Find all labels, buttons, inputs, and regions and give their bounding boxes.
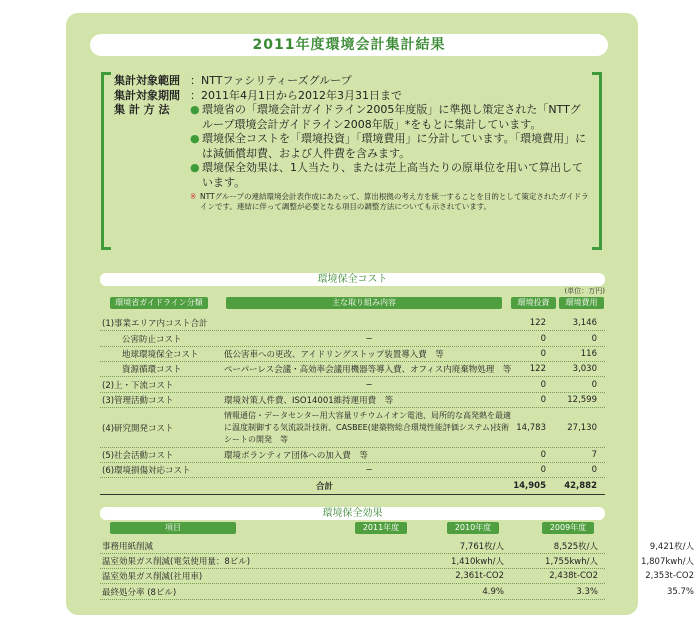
investment-cell: 0	[540, 333, 546, 344]
value-2011-cell: 4.9%	[482, 587, 504, 597]
item-cell: 温室効果ガス削減(社用車)	[102, 572, 203, 582]
summary-info	[114, 74, 590, 212]
note-text: NTTグループの連結環境会計表作成にあたって、算出根拠の考え方を統一することを目的として策定されたガイドラインです。連結に伴って調整が必要となる項目の調整方法についても示されています。	[200, 192, 589, 211]
bullet-dot-icon: ●	[190, 103, 200, 116]
table-row	[100, 447, 605, 463]
page-title: 2011年度環境会計集計結果	[90, 34, 608, 56]
table-row	[100, 569, 694, 584]
cost-section-title: 環境保全コスト	[100, 273, 605, 286]
table-row	[100, 392, 605, 408]
value-2009-cell: 9,421枚/人	[649, 542, 694, 552]
category-cell: (3)管理活動コスト	[102, 395, 174, 406]
header-item: 項目	[110, 522, 236, 534]
category-cell: 資源循環コスト	[122, 364, 182, 375]
expense-cell: 0	[591, 333, 597, 344]
expense-cell: 116	[580, 348, 597, 359]
bullet-text: 環境保全効果は、1人当たり、または売上高当たりの原単位を用いて算出しています。	[202, 161, 583, 189]
value-2009-cell: 1,807kwh/人	[641, 557, 694, 567]
content-cell: 環境ボランティア団体への加入費 等	[224, 450, 368, 461]
value-2010-cell: 8,525枚/人	[553, 542, 598, 552]
category-cell: (1)事業エリア内コスト合計	[102, 318, 208, 329]
content-cell: −	[365, 464, 373, 475]
total-label: 合計	[316, 482, 334, 492]
category-cell: (4)研究開発コスト	[102, 423, 174, 434]
table-row	[100, 462, 605, 478]
bullet-item	[190, 161, 590, 190]
investment-cell: 0	[540, 348, 546, 359]
bullet-dot-icon: ●	[190, 161, 200, 174]
content-cell	[224, 315, 514, 330]
expense-cell: 0	[591, 379, 597, 390]
method-row	[114, 103, 590, 212]
table-row	[100, 585, 694, 600]
table-row	[100, 539, 694, 554]
range-value-text: NTTファシリティーズグループ	[201, 74, 352, 87]
period-row	[114, 89, 590, 104]
bullet-dot-icon: ●	[190, 132, 200, 145]
expense-cell: 3,146	[572, 317, 597, 328]
table-row	[100, 554, 694, 569]
value-2010-cell: 3.3%	[576, 587, 598, 597]
investment-cell: 0	[540, 464, 546, 475]
investment-cell: 14,783	[516, 422, 546, 433]
bullet-text: 環境保全コストを「環境投資」「環境費用」に分計しています。「環境費用」には減価償却費、および人件費を含みます。	[202, 132, 587, 160]
note-mark: ※	[190, 192, 197, 201]
item-cell: 最終処分率 (8ビル)	[102, 588, 177, 598]
header-2009: 2009年度	[542, 522, 594, 534]
investment-cell: 122	[529, 317, 546, 328]
method-value	[190, 103, 590, 212]
header-2011: 2011年度	[355, 522, 407, 534]
content-cell: ペーパーレス会議・高効率会議用機器等導入費、オフィス内廃棄物処理 等	[224, 364, 512, 375]
expense-cell: 7	[591, 449, 597, 460]
bullet-item	[190, 132, 590, 161]
table-row	[100, 361, 605, 377]
category-cell: (5)社会活動コスト	[102, 450, 174, 461]
header-category: 環境省ガイドライン分類	[110, 297, 208, 309]
left-bracket	[101, 72, 111, 250]
method-label: 集 計 方 法	[114, 103, 170, 116]
investment-cell: 122	[529, 363, 546, 374]
category-cell: 公害防止コスト	[122, 334, 182, 345]
table-row	[100, 408, 605, 448]
expense-cell: 12,599	[567, 394, 597, 405]
value-2011-cell: 1,410kwh/人	[451, 557, 504, 567]
unit-label: (単位：万円)	[564, 287, 605, 295]
total-expense: 42,882	[564, 481, 597, 491]
right-bracket	[592, 72, 602, 250]
period-value: ：2011年4月1日から2012年3月31日まで	[190, 88, 402, 102]
category-cell: 地球環境保全コスト	[122, 349, 199, 360]
investment-cell: 0	[540, 379, 546, 390]
table-row	[100, 315, 605, 331]
investment-cell: 0	[540, 394, 546, 405]
table-row	[100, 346, 605, 362]
content-cell: 情報通信・データセンター用大容量リチウムイオン電池、局所的な高発熱を最適に温度制御する気流設計技術、CASBEE(建築物総合環境性能評価システム)技術シートの開発 等	[224, 410, 512, 444]
value-2011-cell: 7,761枚/人	[459, 542, 504, 552]
total-investment: 14,905	[513, 481, 546, 491]
bullet-text: 環境省の「環境会計ガイドライン2005年度版」に準拠し策定された「NTTグループ環境会計ガイドライン2008年版」*をもとに集計しています。	[202, 103, 581, 131]
category-cell: (2)上・下流コスト	[102, 380, 174, 391]
header-2010: 2010年度	[447, 522, 499, 534]
header-content: 主な取り組み内容	[226, 297, 502, 309]
value-2010-cell: 2,438t-CO2	[549, 571, 598, 581]
table-row	[100, 331, 605, 347]
period-label: 集計対象期間	[114, 88, 180, 102]
bullet-item	[190, 103, 590, 132]
value-2011-cell: 2,361t-CO2	[455, 571, 504, 581]
header-investment: 環境投資	[511, 297, 556, 309]
total-row	[100, 478, 605, 495]
value-2010-cell: 1,755kwh/人	[545, 557, 598, 567]
header-expense: 環境費用	[559, 297, 604, 309]
content-cell: 環境対策人件費、ISO14001維持運用費 等	[224, 395, 394, 406]
item-cell: 事務用紙削減	[102, 542, 154, 552]
expense-cell: 27,130	[567, 422, 597, 433]
range-label: 集計対象範囲	[114, 74, 180, 87]
content-cell: −	[365, 379, 373, 390]
value-2009-cell: 2,353t-CO2	[645, 571, 694, 581]
expense-cell: 3,030	[572, 363, 597, 374]
expense-cell: 0	[591, 464, 597, 475]
footnote	[190, 192, 590, 212]
value-2009-cell: 35.7%	[666, 587, 694, 597]
category-cell: (6)環境損傷対応コスト	[102, 465, 191, 476]
effect-section-title: 環境保全効果	[100, 507, 605, 520]
period-value-text: 2011年4月1日から2012年3月31日まで	[201, 88, 402, 102]
range-value: ：NTTファシリティーズグループ	[190, 74, 352, 87]
range-row	[114, 74, 590, 89]
investment-cell: 0	[540, 449, 546, 460]
content-cell: −	[365, 333, 373, 344]
table-row	[100, 377, 605, 393]
item-cell: 温室効果ガス削減(電気使用量：8ビル)	[102, 557, 251, 567]
content-cell: 低公害車への更改、アイドリングストップ装置導入費 等	[224, 349, 444, 360]
